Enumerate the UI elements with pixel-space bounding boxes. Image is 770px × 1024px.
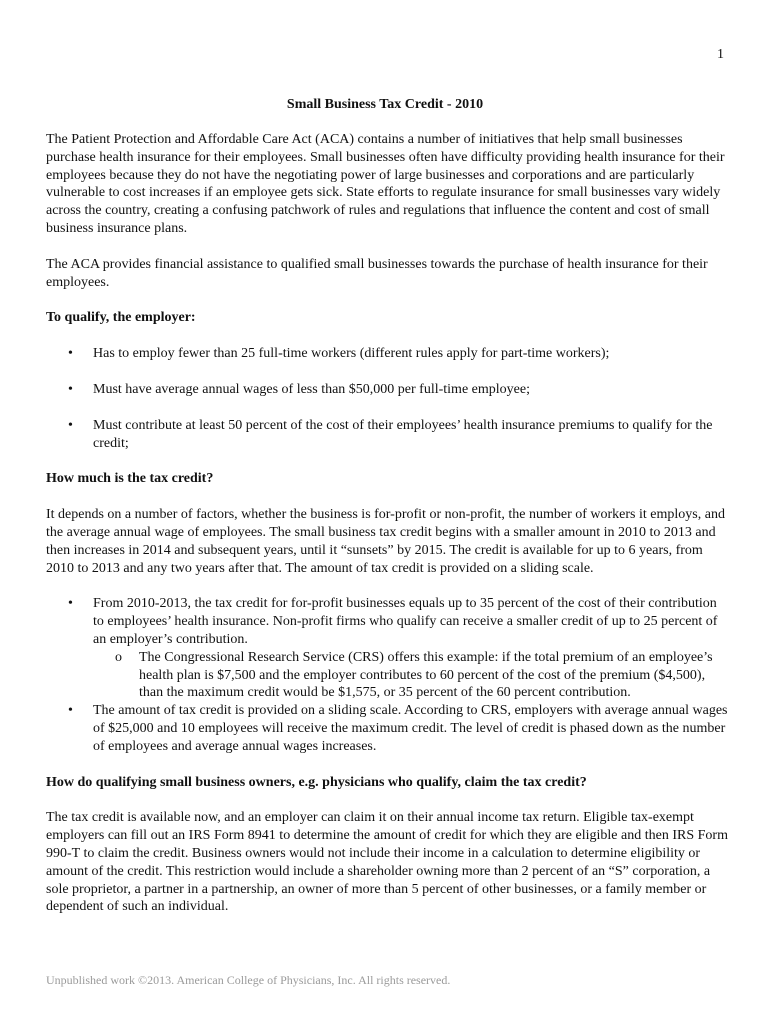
document-body: [46, 131, 728, 916]
page-number: 1: [717, 47, 724, 62]
claim-paragraph: The tax credit is available now, and an employer can claim it on their annual income tax return. Eligible tax-exempt employers can fill out an IRS Form 8941 to determine the amount of credit for which they are eligible and then IRS Form 990-T to claim the credit. Business owners would not include their income in a calculation to determine eligibility or amount of the credit. This restriction would include a shareholder owning more than 2 percent of an “S” corporation, a sole proprietor, a partner in a partnership, an owner of more than 5 percent of other businesses, or a family member or dependent of such an individual.: [46, 810, 728, 915]
copyright-footer: Unpublished work ©2013. American College of Physicians, Inc. All rights reserved.: [46, 973, 451, 987]
intro-paragraph-1: The Patient Protection and Affordable Care Act (ACA) contains a number of initiatives that help small businesses purchase health insurance for their employees. Small businesses often have difficulty providing health insurance for their employees because they do not have the negotiating power of large businesses and corporations and are particularly vulnerable to cost increases if an employee gets sick. State efforts to regulate insurance for small businesses vary widely across the country, creating a confusing patchwork of rules and regulations that influence the content and cost of small business insurance plans.: [46, 132, 725, 236]
qualify-list: [46, 345, 728, 452]
list-item-text: From 2010-2013, the tax credit for for-profit businesses equals up to 35 percent of the cost of their contribution to employees’ health insurance. Non-profit firms who qualify can receive a smaller credit of up to 25 percent of an employer’s contribution.: [93, 596, 718, 647]
sub-list-item: [93, 649, 728, 702]
list-item: [46, 595, 728, 702]
claim-heading: How do qualifying small business owners, e.g. physicians who qualify, claim the tax credit?: [46, 774, 587, 790]
circle-bullet-icon: o: [115, 649, 122, 665]
sub-list: [93, 649, 728, 702]
credit-list: [46, 595, 728, 755]
list-item-text: The amount of tax credit is provided on a sliding scale. According to CRS, employers with average annual wages of $25,000 and 10 employees will receive the maximum credit. The level of credit is phased down as the number of employees and average annual wages increases.: [93, 703, 728, 754]
list-item-text: Has to employ fewer than 25 full-time workers (different rules apply for part-time workers);: [93, 346, 610, 362]
how-much-paragraph: It depends on a number of factors, whether the business is for-profit or non-profit, the number of workers it employs, and the average annual wage of employees. The small business tax credit begins with a smaller amount in 2010 to 2013 and then increases in 2014 and subsequent years, until it “sunsets” by 2015. The credit is available for up to 6 years, from 2010 to 2013 and any two years after that. The amount of tax credit is provided on a sliding scale.: [46, 507, 725, 576]
document-title: Small Business Tax Credit - 2010: [286, 97, 484, 112]
bullet-icon: •: [68, 381, 73, 397]
list-item-text: Must have average annual wages of less than $50,000 per full-time employee;: [93, 381, 530, 397]
list-item: [46, 381, 728, 399]
qualify-heading: To qualify, the employer:: [46, 310, 196, 326]
list-item: [46, 702, 728, 755]
bullet-icon: •: [68, 417, 73, 433]
bullet-icon: •: [68, 596, 73, 612]
bullet-icon: •: [68, 346, 73, 362]
list-item: [46, 417, 728, 453]
intro-paragraph-2: The ACA provides financial assistance to qualified small businesses towards the purchase of health insurance for their employees.: [46, 256, 708, 290]
sub-list-item-text: The Congressional Research Service (CRS) offers this example: if the total premium of an employee’s health plan is $7,500 and the employer contributes to 60 percent of the cost of the premium ($4,500), than the maximum credit would be $1,575, or 35 percent of the 60 percent contribution.: [139, 649, 713, 701]
how-much-heading: How much is the tax credit?: [46, 471, 214, 487]
list-item-text: Must contribute at least 50 percent of the cost of their employees’ health insurance premiums to qualify for the credit;: [93, 417, 713, 451]
list-item: [46, 345, 728, 363]
bullet-icon: •: [68, 703, 73, 719]
